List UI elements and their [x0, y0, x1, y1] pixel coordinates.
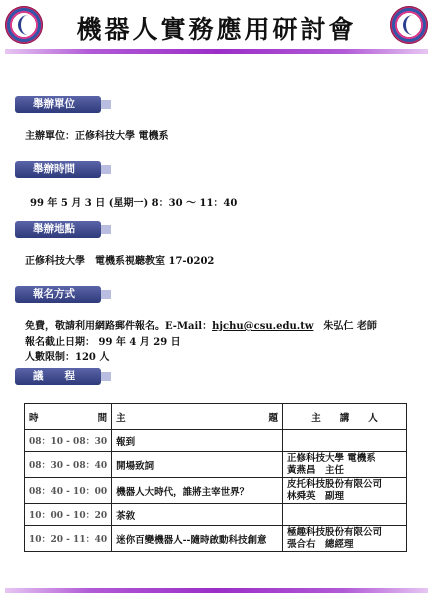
section-organizer-label: 舉辦單位	[15, 96, 101, 113]
section-time-header	[15, 161, 105, 178]
university-logo-right	[390, 6, 428, 44]
row-topic: 開場致詞	[112, 452, 283, 478]
table-row	[25, 430, 407, 452]
row-time: 10：00 - 10：20	[25, 504, 112, 526]
section-location-header	[15, 221, 105, 238]
header-topic: 主 題	[112, 404, 283, 430]
row-speaker: 正修科技大學 電機系 黃燕昌 主任	[283, 452, 407, 478]
row-time: 08：30 - 08：40	[25, 452, 112, 478]
row-topic: 迷你百變機器人--隨時啟動科技創意	[112, 526, 283, 552]
page-title: 機器人實務應用研討會	[76, 15, 357, 44]
registration-deadline: 報名截止日期： 99 年 4 月 29 日	[25, 337, 181, 348]
top-divider	[5, 49, 428, 54]
registration-prefix: 免費，敬請利用網路郵件報名。E-Mail：	[25, 321, 213, 332]
event-time-text: 99 年 5 月 3 日 (星期一) 8：30 ～ 11：40	[30, 198, 238, 209]
row-speaker	[283, 430, 407, 452]
table-row	[25, 504, 407, 526]
bottom-divider	[5, 588, 428, 593]
row-speaker: 皮托科技股份有限公司 林舜英 副理	[283, 478, 407, 504]
row-topic: 茶敘	[112, 504, 283, 526]
row-time: 10：20 - 11：40	[25, 526, 112, 552]
section-organizer-header	[15, 96, 105, 113]
table-row	[25, 526, 407, 552]
table-row	[25, 452, 407, 478]
organizer-text: 主辦單位：正修科技大學 電機系	[25, 131, 169, 142]
section-time-label: 舉辦時間	[15, 161, 101, 178]
agenda-header-row	[25, 404, 407, 430]
agenda-table	[24, 403, 407, 552]
row-speaker: 極趣科技股份有限公司 張合右 總經理	[283, 526, 407, 552]
row-speaker	[283, 504, 407, 526]
row-topic: 報到	[112, 430, 283, 452]
registration-line-1	[25, 317, 377, 332]
section-registration-label: 報名方式	[15, 286, 101, 303]
university-logo-left	[5, 6, 43, 44]
section-location-label: 舉辦地點	[15, 221, 101, 238]
registration-limit: 人數限制：120 人	[25, 352, 110, 363]
row-time: 08：40 - 10：00	[25, 478, 112, 504]
section-agenda-label: 議 程	[15, 368, 101, 385]
section-agenda-header	[15, 368, 105, 385]
row-topic: 機器人大時代，誰將主宰世界？	[112, 478, 283, 504]
table-row	[25, 478, 407, 504]
location-text: 正修科技大學 電機系視聽教室 17-0202	[25, 256, 215, 267]
registration-contact: 朱弘仁 老師	[313, 321, 377, 332]
registration-email-link[interactable]: hjchu@csu.edu.tw	[212, 321, 314, 332]
header-time: 時 間	[25, 404, 112, 430]
row-time: 08：10 - 08：30	[25, 430, 112, 452]
header-speaker: 主 講 人	[283, 404, 407, 430]
section-registration-header	[15, 286, 105, 303]
